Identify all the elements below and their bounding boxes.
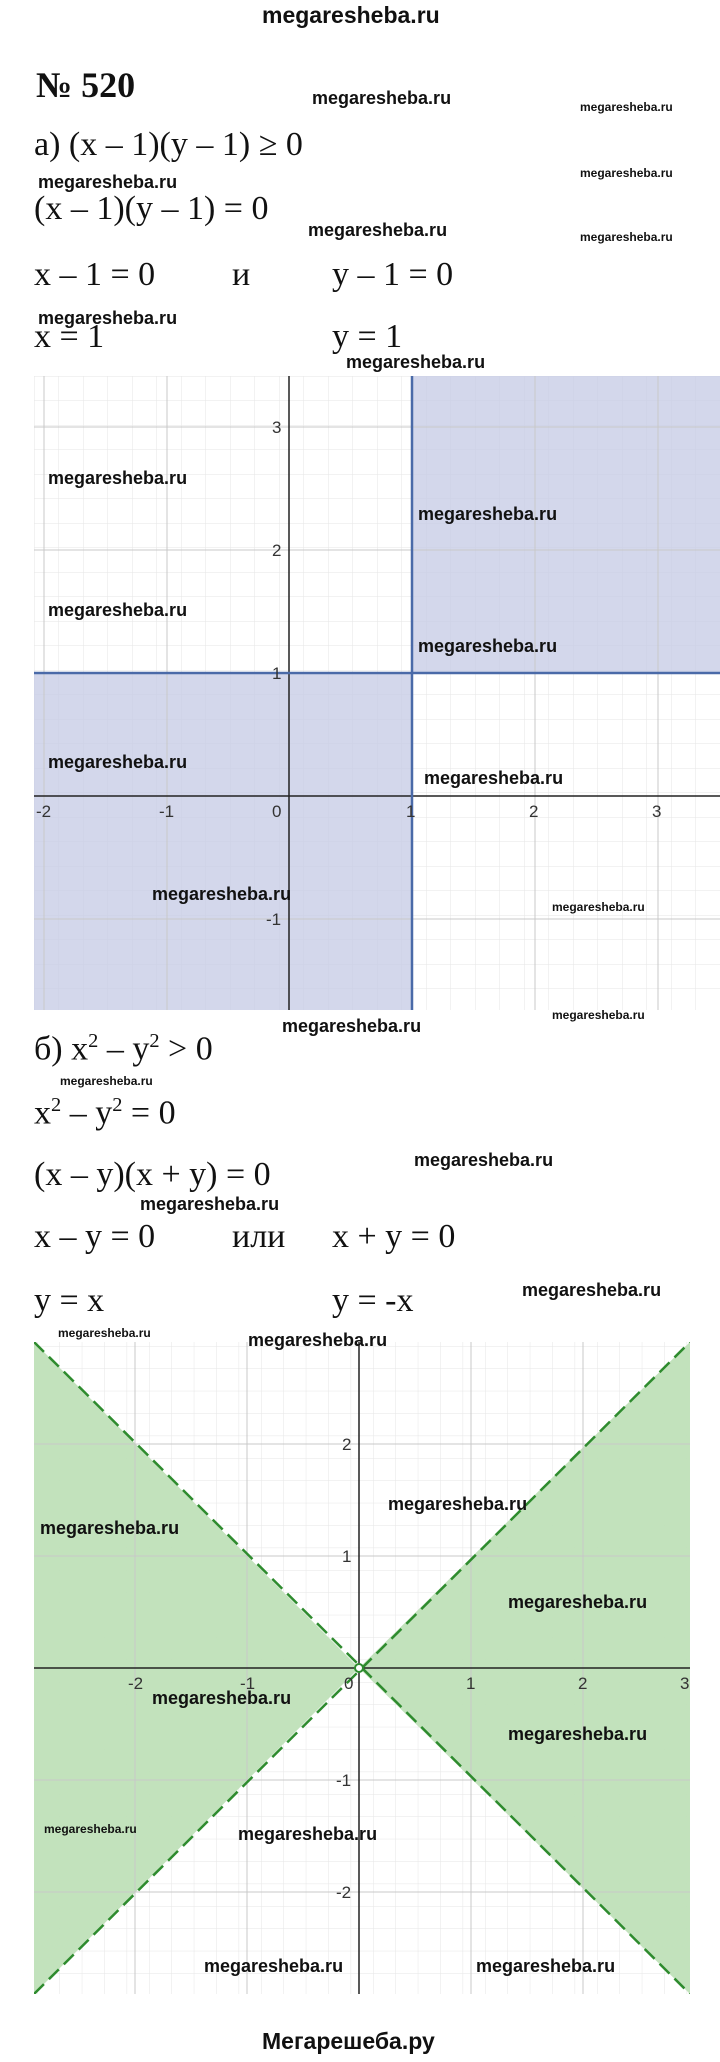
watermark: megaresheba.ru [152,884,292,904]
watermark: megaresheba.ru [346,352,486,372]
part-a-conj: и [232,256,251,293]
part-b-equation: $x^2 - y^2 = 0$ [34,1094,176,1132]
site-footer[interactable]: Мегарешеба.ру [262,2028,435,2054]
watermark: megaresheba.ru [48,468,188,488]
watermark: megaresheba.ru [580,100,673,114]
graph-a-tick-x-0: 0 [272,802,282,821]
part-a-equation: (x – 1)(y – 1) = 0 [34,190,269,227]
watermark: megaresheba.ru [476,1956,616,1976]
watermark: megaresheba.ru [282,1016,422,1036]
watermark: megaresheba.ru [312,88,452,108]
graph-b-tick-x-1: 1 [466,1674,476,1693]
part-a-x-solution: x = 1 [34,318,105,355]
watermark: megaresheba.ru [238,1824,378,1844]
graph-a-tick-y-3: 3 [272,418,282,437]
watermark: megaresheba.ru [48,752,188,772]
graph-a-tick-x-m2: -2 [36,802,52,821]
graph-a-tick-x-3: 3 [652,802,662,821]
graph-b-tick-y-m1: -1 [336,1771,352,1790]
part-b-eq2: x + y = 0 [332,1218,456,1255]
watermark: megaresheba.ru [48,600,188,620]
watermark: megaresheba.ru [418,636,558,656]
watermark: megaresheba.ru [418,504,558,524]
watermark: megaresheba.ru [580,230,673,244]
watermark: megaresheba.ru [508,1592,648,1612]
watermark: megaresheba.ru [552,900,645,914]
watermark: megaresheba.ru [552,1008,645,1022]
watermark: megaresheba.ru [44,1822,137,1836]
watermark: megaresheba.ru [152,1688,292,1708]
problem-number: № 520 [36,65,136,105]
graph-b-tick-y-m2: -2 [336,1883,352,1902]
graph-a-tick-y-m1: -1 [266,910,282,929]
watermark: megaresheba.ru [508,1724,648,1744]
graph-b-tick-x-2: 2 [578,1674,588,1693]
graph-b-tick-y-2: 2 [342,1435,352,1454]
part-a-y-eq: y – 1 = 0 [332,256,454,293]
watermark: megaresheba.ru [140,1194,280,1214]
graph-b [34,1342,690,1994]
part-b-sol2: y = -x [332,1282,414,1319]
watermark: megaresheba.ru [60,1074,153,1088]
part-b-sol1: y = x [34,1282,105,1319]
graph-a-tick-x-2: 2 [529,802,539,821]
watermark: megaresheba.ru [38,308,178,328]
watermark: megaresheba.ru [580,166,673,180]
part-a-inequality: а) (x – 1)(y – 1) ≥ 0 [34,126,303,163]
graph-a-tick-x-1: 1 [406,802,416,821]
graph-b-tick-x-m2: -2 [128,1674,144,1693]
part-b-factored: (x – y)(x + y) = 0 [34,1156,271,1193]
watermark: megaresheba.ru [40,1518,180,1538]
watermark: megaresheba.ru [204,1956,344,1976]
graph-b-tick-x-0: 0 [344,1674,354,1693]
part-b-inequality: б) $x^2 - y^2 > 0$ [34,1030,213,1068]
graph-b-origin-point [355,1664,363,1672]
watermark: megaresheba.ru [38,172,178,192]
watermark: megaresheba.ru [414,1150,554,1170]
graph-b-tick-y-1: 1 [342,1547,352,1566]
part-a-x-eq: x – 1 = 0 [34,256,156,293]
watermark: megaresheba.ru [248,1330,388,1350]
watermark: megaresheba.ru [522,1280,662,1300]
graph-b-tick-x-m1: -1 [240,1674,256,1693]
graph-a-region-lower [34,673,412,1010]
part-b-conj: или [232,1218,286,1255]
graph-b-tick-x-3: 3 [680,1674,690,1693]
watermark: megaresheba.ru [308,220,448,240]
part-a-y-solution: y = 1 [332,318,403,355]
watermark: megaresheba.ru [58,1326,151,1340]
watermark: megaresheba.ru [388,1494,528,1514]
graph-a-tick-y-2: 2 [272,541,282,560]
watermark: megaresheba.ru [424,768,564,788]
part-b-eq1: x – y = 0 [34,1218,156,1255]
graph-a-tick-x-m1: -1 [159,802,175,821]
graph-a-tick-y-1: 1 [272,664,282,683]
site-header[interactable]: megaresheba.ru [262,2,440,28]
